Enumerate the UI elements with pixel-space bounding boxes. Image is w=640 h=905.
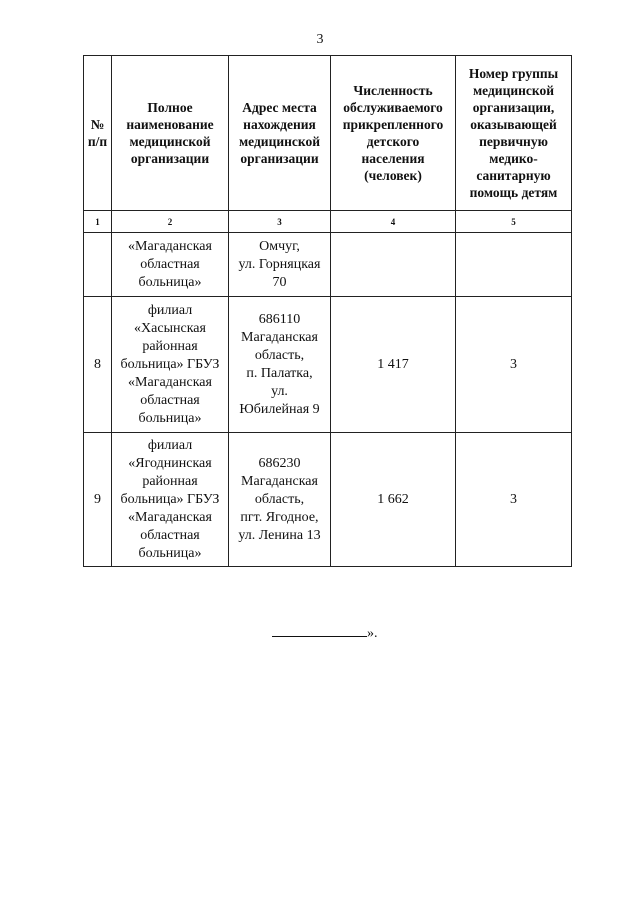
cell-group-number: 3 bbox=[456, 433, 572, 567]
column-numbers-row bbox=[84, 211, 572, 233]
cell-organization-name: филиал «Ягоднинская районная больница» ГБУЗ «Магаданская областная больница» bbox=[112, 433, 229, 567]
column-number: 1 bbox=[84, 211, 112, 233]
medical-organizations-table bbox=[83, 55, 572, 567]
column-number: 4 bbox=[331, 211, 456, 233]
column-number: 2 bbox=[112, 211, 229, 233]
header-population: Численность обслуживаемого прикрепленного детского населения (человек) bbox=[331, 56, 456, 211]
cell-organization-name: филиал «Хасынская районная больница» ГБУЗ «Магаданская областная больница» bbox=[112, 297, 229, 433]
closing-quote: ». bbox=[367, 626, 378, 641]
cell-population bbox=[331, 233, 456, 297]
cell-organization-name: «Магаданская областная больница» bbox=[112, 233, 229, 297]
cell-address: Омчуг, ул. Горняцкая 70 bbox=[229, 233, 331, 297]
column-number: 3 bbox=[229, 211, 331, 233]
table-row bbox=[84, 297, 572, 433]
header-organization-name: Полное наименование медицинской организации bbox=[112, 56, 229, 211]
header-address: Адрес места нахождения медицинской организации bbox=[229, 56, 331, 211]
cell-address: 686230 Магаданская область, пгт. Ягодное, ул. Ленина 13 bbox=[229, 433, 331, 567]
cell-population: 1 662 bbox=[331, 433, 456, 567]
column-number: 5 bbox=[456, 211, 572, 233]
cell-population: 1 417 bbox=[331, 297, 456, 433]
cell-group-number: 3 bbox=[456, 297, 572, 433]
header-number: № п/п bbox=[84, 56, 112, 211]
closing-line bbox=[272, 624, 378, 643]
cell-number: 8 bbox=[84, 297, 112, 433]
header-group-number: Номер группы медицинской организации, оказывающей первичную медико- санитарную помощь детям bbox=[456, 56, 572, 211]
cell-number: 9 bbox=[84, 433, 112, 567]
table-header-row bbox=[84, 56, 572, 211]
table-row bbox=[84, 433, 572, 567]
blank-underline bbox=[272, 624, 367, 637]
page-number: 3 bbox=[316, 32, 324, 47]
cell-group-number bbox=[456, 233, 572, 297]
cell-number bbox=[84, 233, 112, 297]
cell-address: 686110 Магаданская область, п. Палатка, ул. Юбилейная 9 bbox=[229, 297, 331, 433]
table-row bbox=[84, 233, 572, 297]
